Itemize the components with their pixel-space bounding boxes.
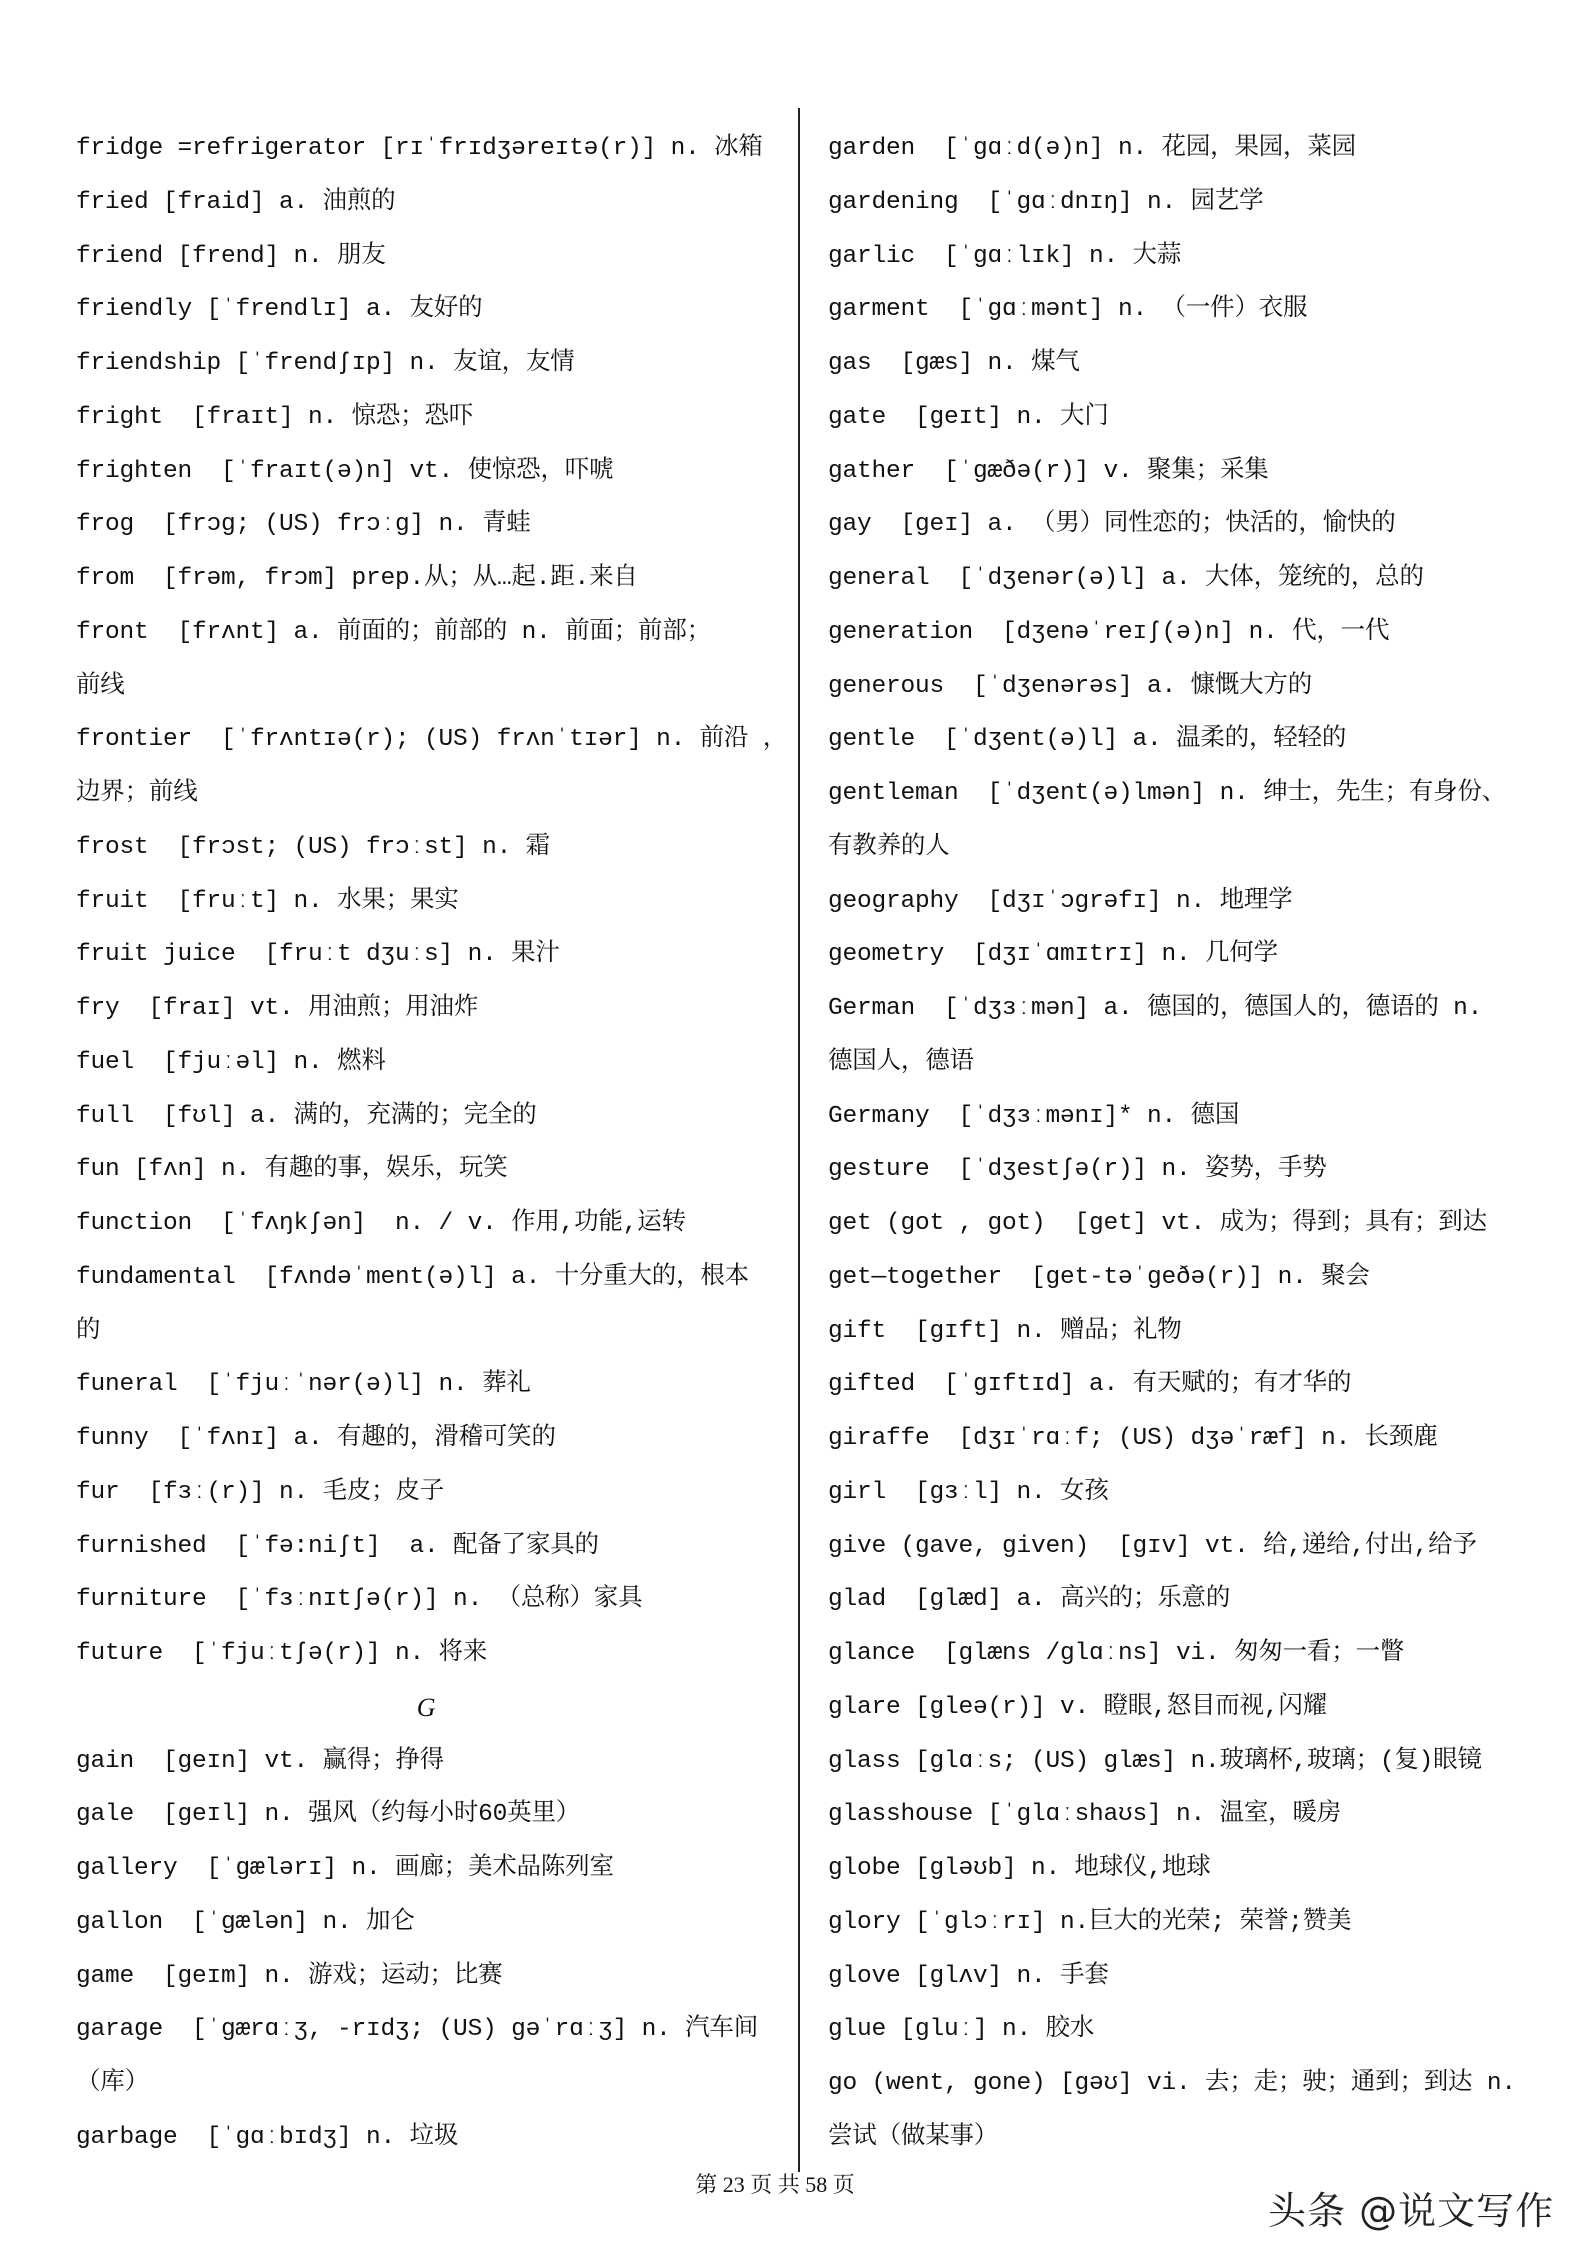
dictionary-entry-line: German [ˈdʒɜːmən] a. 德国的，德国人的，德语的 n. [828,995,1483,1022]
dictionary-entry-line: gas [gæs] n. 煤气 [828,350,1080,377]
dictionary-entry-line: garment [ˈgɑːmənt] n. （一件）衣服 [828,296,1308,324]
dictionary-entry-line: geometry [dʒɪˈɑmɪtrɪ] n. 几何学 [828,941,1278,969]
dictionary-entry-line: garbage [ˈgɑːbɪdʒ] n. 垃圾 [76,2123,459,2151]
dictionary-entry-line: 边界；前线 [76,780,198,807]
dictionary-entry-line: Germany [ˈdʒɜːmənɪ]* n. 德国 [828,1102,1240,1130]
dictionary-entry-line: friendship [ˈfrendʃɪp] n. 友谊，友情 [76,350,575,377]
dictionary-entry-line: frog [frɔg; (US) frɔːg] n. 青蛙 [76,511,531,539]
dictionary-entry-line: furniture [ˈfɜːnɪtʃə(r)] n. （总称）家具 [76,1586,643,1614]
dictionary-entry-line: glad [glæd] a. 高兴的；乐意的 [828,1586,1231,1614]
dictionary-entry-line: glory [ˈglɔːrɪ] n.巨大的光荣; 荣誉;赞美 [828,1908,1352,1936]
dictionary-entry-line: gallery [ˈgælərɪ] n. 画廊；美术品陈列室 [76,1855,614,1882]
dictionary-entry-line: gate [geɪt] n. 大门 [828,403,1109,431]
watermark: 头条 @说文写作 [1268,2189,1555,2233]
dictionary-entry-line: 尝试（做某事） [828,2123,999,2151]
dictionary-entry-line: fuel [fjuːəl] n. 燃料 [76,1048,386,1076]
dictionary-entry-line: garlic [ˈgɑːlɪk] n. 大蒜 [828,242,1182,270]
dictionary-entry-line: glare [gleə(r)] v. 瞪眼,怒目而视,闪耀 [828,1693,1327,1721]
dictionary-entry-line: generous [ˈdʒenərəs] a. 慷慨大方的 [828,672,1313,700]
dictionary-entry-line: future [ˈfjuːtʃə(r)] n. 将来 [76,1640,488,1667]
dictionary-entry-line: funeral [ˈfjuːˈnər(ə)l] n. 葬礼 [76,1371,531,1399]
dictionary-entry-line: fry [fraɪ] vt. 用油煎；用油炸 [76,995,479,1022]
page-footer: 第 23 页 共 58 页 [695,2172,855,2197]
dictionary-entry-line: fright [fraɪt] n. 惊恐；恐吓 [76,403,474,431]
dictionary-entry-line: gift [gɪft] n. 赠品；礼物 [828,1317,1182,1345]
column-divider [798,108,800,2172]
dictionary-entry-line: gay [geɪ] a. （男）同性恋的；快活的，愉快的 [828,511,1396,539]
dictionary-entry-line: glass [glɑːs; (US) glæs] n.玻璃杯,玻璃；(复)眼镜 [828,1747,1482,1775]
dictionary-entry-line: front [frʌnt] a. 前面的；前部的 n. 前面；前部； [76,618,711,646]
dictionary-entry-line: generation [dʒenəˈreɪʃ(ə)n] n. 代，一代 [828,618,1390,646]
dictionary-entry-line: gather [ˈgæðə(r)] v. 聚集；采集 [828,457,1269,485]
dictionary-entry-line: fried [fraid] a. 油煎的 [76,188,396,216]
dictionary-entry-line: globe [gləʊb] n. 地球仪,地球 [828,1855,1211,1882]
dictionary-entry-line: girl [gɜːl] n. 女孩 [828,1478,1109,1506]
left-column [76,122,788,2165]
dictionary-entry-line: frost [frɔst; (US) frɔːst] n. 霜 [76,833,550,861]
dictionary-entry-line: garden [ˈgɑːd(ə)n] n. 花园，果园，菜园 [828,135,1356,162]
dictionary-entry-line: frontier [ˈfrʌntɪə(r); (US) frʌnˈtɪər] n. 前沿 ， [76,726,788,754]
dictionary-entry-line: fundamental [fʌndəˈment(ə)l] a. 十分重大的，根本 [76,1263,749,1291]
dictionary-entry-line: full [fʊl] a. 满的，充满的；完全的 [76,1102,537,1130]
dictionary-entry-line: glove [glʌv] n. 手套 [828,1962,1109,1990]
dictionary-entry-line: fur [fɜː(r)] n. 毛皮；皮子 [76,1478,445,1506]
dictionary-entry-line: from [frəm, frɔm] prep.从；从…起.距.来自 [76,565,638,592]
dictionary-entry-line: garage [ˈgærɑːʒ, -rɪdʒ; (US) gəˈrɑːʒ] n. 汽车间 [76,2016,759,2044]
dictionary-entry-line: game [geɪm] n. 游戏；运动；比赛 [76,1962,503,1990]
dictionary-entry-line: 的 [76,1317,101,1345]
dictionary-entry-line: gifted [ˈgɪftɪd] a. 有天赋的；有才华的 [828,1371,1352,1399]
dictionary-entry-line: get—together [get-təˈgeðə(r)] n. 聚会 [828,1263,1370,1291]
dictionary-entry-line: gardening [ˈgɑːdnɪŋ] n. 园艺学 [828,188,1264,216]
dictionary-entry-line: glue [gluː] n. 胶水 [828,2016,1095,2044]
dictionary-entry-line: 德国人，德语 [828,1048,974,1076]
dictionary-entry-line: 前线 [76,672,125,700]
dictionary-entry-line: fun [fʌn] n. 有趣的事，娱乐，玩笑 [76,1156,508,1184]
dictionary-entry-line: gesture [ˈdʒestʃə(r)] n. 姿势，手势 [828,1156,1327,1184]
dictionary-entry-line: 有教养的人 [828,833,950,861]
section-heading: G [416,1692,436,1722]
dictionary-entry-line: gain [geɪn] vt. 赢得；挣得 [76,1747,445,1775]
dictionary-entry-line: gale [geɪl] n. 强风（约每小时60英里） [76,1801,581,1829]
dictionary-entry-line: function [ˈfʌŋkʃən] n. / v. 作用,功能,运转 [76,1210,686,1237]
dictionary-entry-line: frighten [ˈfraɪt(ə)n] vt. 使惊恐，吓唬 [76,457,614,485]
dictionary-entry-line: fruit juice [fruːt dʒuːs] n. 果汁 [76,941,560,969]
dictionary-entry-line: friend [frend] n. 朋友 [76,242,386,270]
dictionary-entry-line: fruit [fruːt] n. 水果；果实 [76,887,459,915]
dictionary-entry-line: get (got , got) [get] vt. 成为；得到；具有；到达 [828,1210,1487,1237]
dictionary-entry-line: gallon [ˈgælən] n. 加仑 [76,1908,415,1936]
dictionary-entry-line: gentle [ˈdʒent(ə)l] a. 温柔的，轻轻的 [828,726,1347,754]
dictionary-entry-line: geography [dʒɪˈɔgrəfɪ] n. 地理学 [828,887,1293,915]
dictionary-entry-line: （库） [76,2070,149,2097]
right-column [828,122,1558,2165]
dictionary-entry-line: gentleman [ˈdʒent(ə)lmən] n. 绅士，先生；有身份、 [828,780,1507,807]
dictionary-entry-line: general [ˈdʒenər(ə)l] a. 大体，笼统的，总的 [828,565,1424,592]
dictionary-entry-line: friendly [ˈfrendlɪ] a. 友好的 [76,296,483,324]
dictionary-entry-line: glasshouse [ˈglɑːshaʊs] n. 温室，暖房 [828,1801,1342,1829]
dictionary-entry-line: fridge =refrigerator [rɪˈfrɪdʒəreɪtə(r)] n. 冰箱 [76,135,763,162]
dictionary-entry-line: furnished [ˈfə:niʃt] a. 配备了家具的 [76,1532,599,1560]
dictionary-entry-line: funny [ˈfʌnɪ] a. 有趣的，滑稽可笑的 [76,1425,556,1452]
dictionary-entry-line: go (went, gone) [gəʊ] vi. 去；走；驶；通到；到达 n. [828,2070,1516,2097]
dictionary-entry-line: giraffe [dʒɪˈrɑːf; (US) dʒəˈræf] n. 长颈鹿 [828,1425,1438,1452]
dictionary-entry-line: glance [glæns /glɑːns] vi. 匆匆一看；一瞥 [828,1640,1405,1667]
dictionary-entry-line: give (gave, given) [gɪv] vt. 给,递给,付出,给予 [828,1532,1477,1560]
